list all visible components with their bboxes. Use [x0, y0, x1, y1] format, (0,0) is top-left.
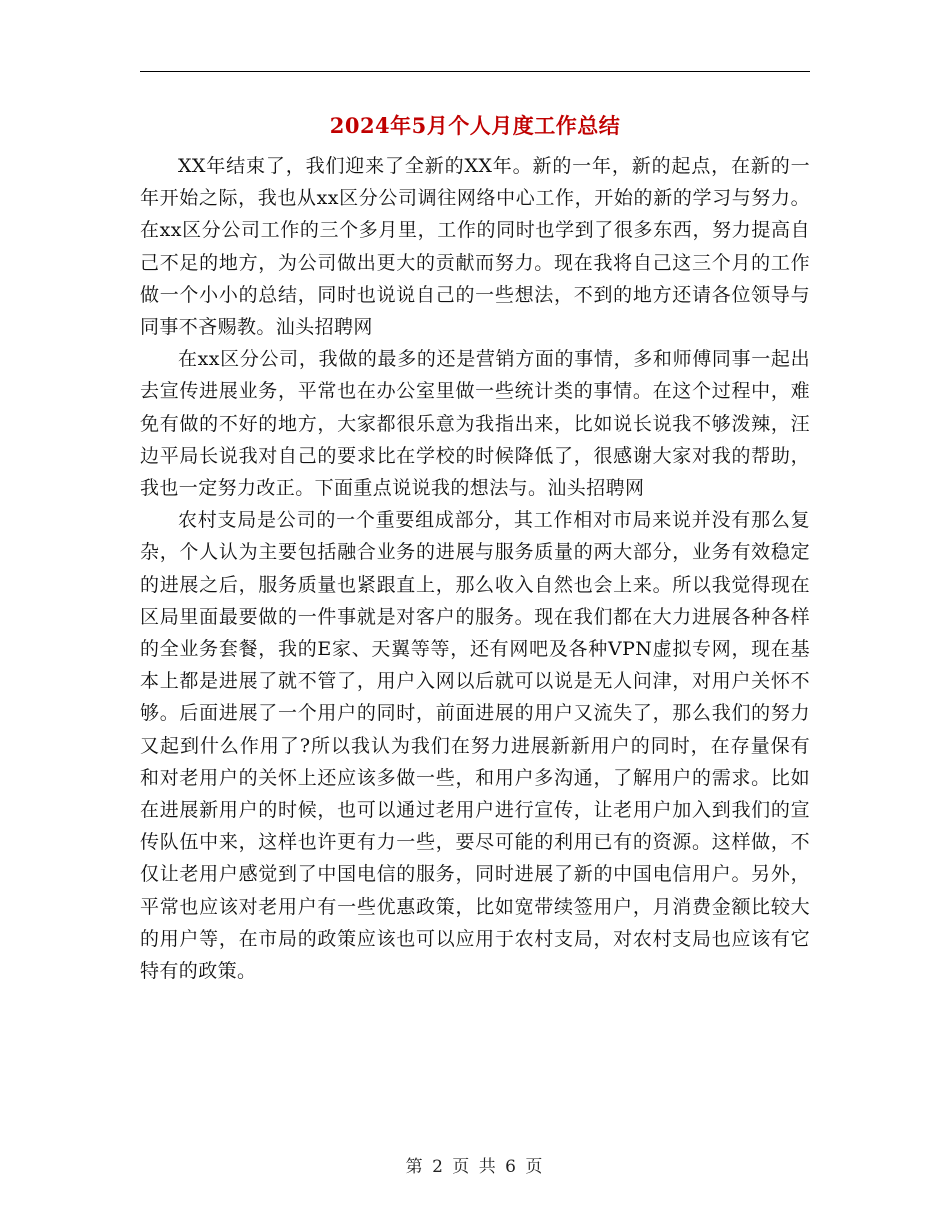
page-number: 第 2 页 共 6 页: [405, 1157, 545, 1177]
header-rule: [140, 71, 810, 72]
paragraph-3: 农村支局是公司的一个重要组成部分，其工作相对市局来说并没有那么复杂，个人认为主要包括融合业务的进展与服务质量的两大部分，业务有效稳定的进展之后，服务质量也紧跟直上，那么收入自然也会上来。所以我觉得现在区局里面最要做的一件事就是对客户的服务。现在我们都在大力进展各种各样的全业务套餐，我的E家、天翼等等，还有网吧及各种VPN虚拟专网，现在基本上都是进展了就不管了，用户入网以后就可以说是无人问津，对用户关怀不够。后面进展了一个用户的同时，前面进展的用户又流失了，那么我们的努力又起到什么作用了?所以我认为我们在努力进展新新用户的同时，在存量保有和对老用户的关怀上还应该多做一些，和用户多沟通，了解用户的需求。比如在进展新用户的时候，也可以通过老用户进行宣传，让老用户加入到我们的宣传队伍中来，这样也许更有力一些，要尽可能的利用已有的资源。这样做，不仅让老用户感觉到了中国电信的服务，同时进展了新的中国电信用户。另外，平常也应该对老用户有一些优惠政策，比如宽带续签用户，月消费金额比较大的用户等，在市局的政策应该也可以应用于农村支局，对农村支局也应该有它特有的政策。: [140, 509, 810, 983]
paragraph-1: XX年结束了，我们迎来了全新的XX年。新的一年，新的起点，在新的一年开始之际，我也从xx区分公司调往网络中心工作，开始的新的学习与努力。在xx区分公司工作的三个多月里，工作的同时也学到了很多东西，努力提高自己不足的地方，为公司做出更大的贡献而努力。现在我将自己这三个月的工作做一个小小的总结，同时也说说自己的一些想法，不到的地方还请各位领导与同事不吝赐教。汕头招聘网: [140, 155, 810, 339]
document-title: 2024年5月个人月度工作总结: [329, 113, 621, 138]
document-body: [140, 150, 810, 987]
paragraph-2: 在xx区分公司，我做的最多的还是营销方面的事情，多和师傅同事一起出去宣传进展业务，平常也在办公室里做一些统计类的事情。在这个过程中，难免有做的不好的地方，大家都很乐意为我指出来，比如说长说我不够泼辣，汪边平局长说我对自己的要求比在学校的时候降低了，很感谢大家对我的帮助，我也一定努力改正。下面重点说说我的想法与。汕头招聘网: [140, 348, 810, 500]
